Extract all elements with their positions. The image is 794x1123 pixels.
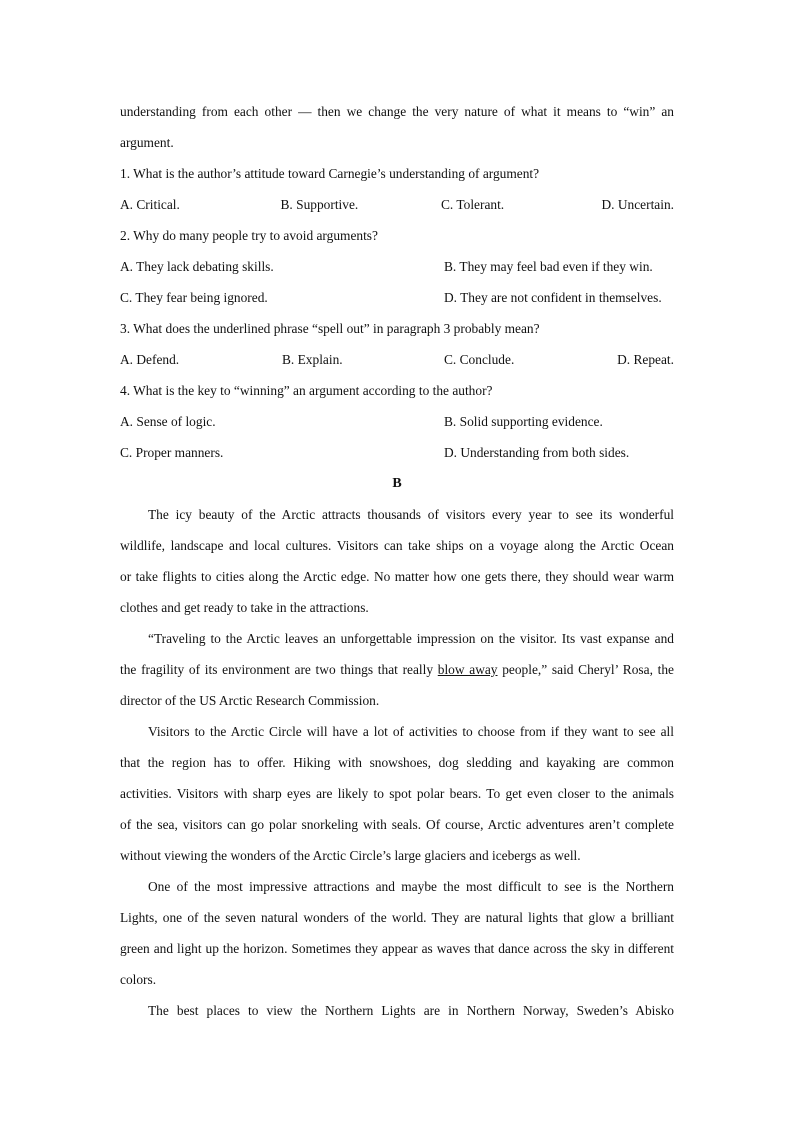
paragraph-3 xyxy=(120,716,674,871)
question-4-options-row-2 xyxy=(120,437,674,468)
passage-a-line: understanding from each other — then we change the very nature of what it means to “win” an xyxy=(120,104,674,119)
paragraph-line: wildlife, landscape and local cultures. Visitors can take ships on a voyage along the Arctic Ocean xyxy=(120,538,674,553)
question-4-stem: 4. What is the key to “winning” an argument according to the author? xyxy=(120,383,493,398)
option-c: C. Conclude. xyxy=(444,352,515,367)
paragraph-line: The icy beauty of the Arctic attracts thousands of visitors every year to see its wonderful xyxy=(148,507,674,522)
paragraph-line: clothes and get ready to take in the attractions. xyxy=(120,600,369,615)
paragraph-line: The best places to view the Northern Lights are in Northern Norway, Sweden’s Abisko xyxy=(148,1003,674,1018)
paragraph-line: colors. xyxy=(120,972,157,987)
paragraph-line: of the sea, visitors can go polar snorkeling with seals. Of course, Arctic adventures aren’t complete xyxy=(120,817,674,832)
question-1-stem: 1. What is the author’s attitude toward Carnegie’s understanding of argument? xyxy=(120,166,540,181)
section-b-heading: B xyxy=(392,476,402,491)
paragraph-line: Visitors to the Arctic Circle will have a lot of activities to choose from if they want to see all xyxy=(148,724,674,739)
question-1-options xyxy=(120,189,674,220)
option-a: A. Defend. xyxy=(120,352,180,367)
option-c: C. Proper manners. xyxy=(120,445,224,460)
paragraph-line: One of the most impressive attractions and maybe the most difficult to see is the Northern xyxy=(148,879,674,894)
paragraph-line: director of the US Arctic Research Commission. xyxy=(120,693,380,708)
option-b: B. Explain. xyxy=(282,352,343,367)
option-a: A. They lack debating skills. xyxy=(120,259,274,274)
option-d: D. Repeat. xyxy=(617,352,674,367)
paragraph-line: green and light up the horizon. Sometimes they appear as waves that dance across the sky in different xyxy=(120,941,674,956)
option-c: C. Tolerant. xyxy=(441,197,505,212)
question-3-stem: 3. What does the underlined phrase “spell out” in paragraph 3 probably mean? xyxy=(120,321,540,336)
option-c: C. They fear being ignored. xyxy=(120,290,268,305)
paragraph-4 xyxy=(120,871,674,995)
question-4-options-row-1 xyxy=(120,406,674,437)
text-span: the fragility of its environment are two things that really xyxy=(120,662,438,677)
option-d: D. They are not confident in themselves. xyxy=(444,290,662,305)
paragraph-line: without viewing the wonders of the Arctic Circle’s large glaciers and icebergs as well. xyxy=(120,848,581,863)
text-span: people,” said Cheryl’ Rosa, the xyxy=(497,662,674,677)
paragraph-line: Lights, one of the seven natural wonders of the world. They are natural lights that glow a brilliant xyxy=(120,910,674,925)
paragraph-line: or take flights to cities along the Arctic edge. No matter how one gets there, they should wear warm xyxy=(120,569,674,584)
paragraph-line: activities. Visitors with sharp eyes are likely to spot polar bears. To get even closer to the animals xyxy=(120,786,674,801)
paragraph-1 xyxy=(120,499,674,623)
question-2-stem: 2. Why do many people try to avoid arguments? xyxy=(120,228,378,243)
question-2-options-row-2 xyxy=(120,282,674,313)
option-d: D. Understanding from both sides. xyxy=(444,445,630,460)
option-b: B. They may feel bad even if they win. xyxy=(444,259,653,274)
paragraph-line xyxy=(120,654,674,685)
paragraph-5 xyxy=(120,995,674,1026)
option-b: B. Solid supporting evidence. xyxy=(444,414,603,429)
paragraph-2 xyxy=(120,623,674,716)
option-a: A. Sense of logic. xyxy=(120,414,216,429)
option-b: B. Supportive. xyxy=(280,197,359,212)
option-d: D. Uncertain. xyxy=(601,197,675,212)
question-2-options-row-1 xyxy=(120,251,674,282)
option-a: A. Critical. xyxy=(120,197,180,212)
underlined-phrase: blow away xyxy=(437,662,498,677)
paragraph-line: that the region has to offer. Hiking with snowshoes, dog sledding and kayaking are common xyxy=(120,755,674,770)
document-page xyxy=(120,96,674,1026)
question-3-options xyxy=(120,344,674,375)
paragraph-line: “Traveling to the Arctic leaves an unforgettable impression on the visitor. Its vast expanse and xyxy=(148,631,674,646)
passage-a-line: argument. xyxy=(120,135,174,150)
